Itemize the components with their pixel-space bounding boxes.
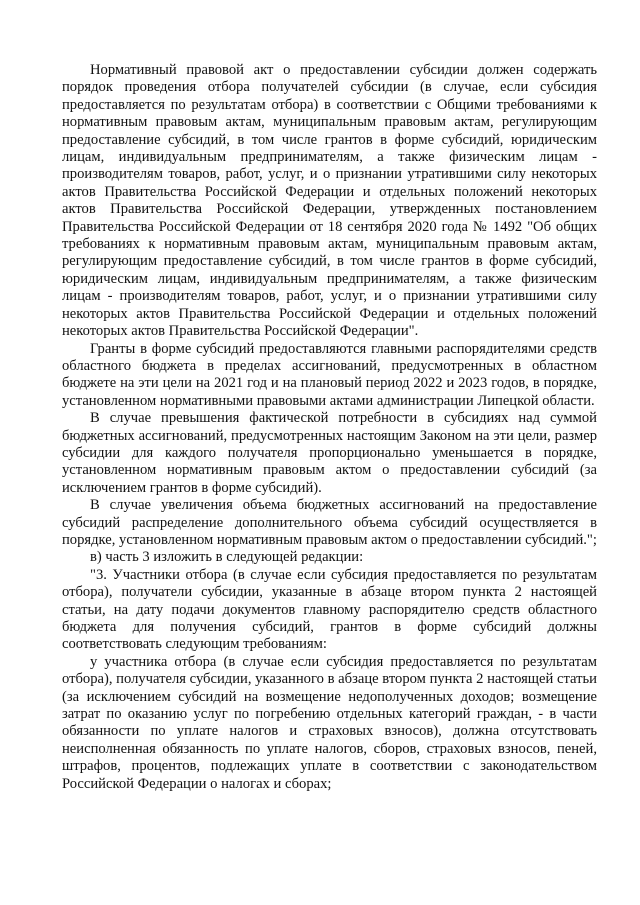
document-body xyxy=(62,62,597,793)
paragraph-amend-part-3: в) часть 3 изложить в следующей редакции: xyxy=(90,549,364,566)
paragraph-grants: Гранты в форме субсидий предоставляются главными распорядителями средств областного бюджета в пределах ассигнований, предусмотренных в областном бюджете на эти цели на 2021 год и на плановый период 2022 и 2023 годов, в порядке, установленном нормативными правовыми актами администрации Липецкой области. xyxy=(62,340,597,409)
paragraph-increase-allocations: В случае увеличения объема бюджетных ассигнований на предоставление субсидий распределение дополнительного объема субсидий осуществляется в порядке, установленном нормативным правовым актом о предоставлении субсидий."; xyxy=(62,497,597,548)
paragraph-part-3-participants: "3. Участники отбора (в случае если субсидия предоставляется по результатам отбора), получатели субсидии, указанные в абзаце втором пункта 2 настоящей статьи, на дату подачи документов главному распорядителю средств областного бюджета для получения субсидий, грантов в форме субсидий должны соответствовать следующим требованиям: xyxy=(62,566,597,653)
paragraph-subsidy-act-requirements: Нормативный правовой акт о предоставлении субсидии должен содержать порядок проведения отбора получателей субсидии (в случае, если субсидия предоставляется по результатам отбора) в соответствии с Общими требованиями к нормативным правовым актам, муниципальным правовым актам, регулирующим предоставление субсидий, в том числе грантов в форме субсидий, юридическим лицам, индивидуальным предпринимателям, а также физическим лицам - производителям товаров, работ, услуг, и о признании утратившими силу некоторых актов Правительства Российской Федерации и отдельных положений некоторых актов Правительства Российской Федерации, утвержденных постановлением Правительства Российской Федерации от 18 сентября 2020 года № 1492 "Об общих требованиях к нормативным правовым актам, муниципальным правовым актам, регулирующим предоставление субсидий, в том числе грантов в форме субсидий, юридическим лицам, индивидуальным предпринимателям, а также физическим лицам - производителям товаров, работ, услуг, и о признании утратившими силу некоторых актов Правительства Российской Федерации и отдельных положений некоторых актов Правительства Российской Федерации". xyxy=(62,62,597,340)
paragraph-no-tax-arrears: у участника отбора (в случае если субсидия предоставляется по результатам отбора), получателя субсидии, указанного в абзаце втором пункта 2 настоящей статьи (за исключением субсидий на возмещение недополученных доходов; возмещение затрат по оказанию услуг по погребению отдельных категорий граждан, - в части обязанности по уплате налогов и страховых взносов), должна отсутствовать неисполненная обязанность по уплате налогов, сборов, страховых взносов, пеней, штрафов, процентов, подлежащих уплате в соответствии с законодательством Российской Федерации о налогах и сборах; xyxy=(62,653,597,792)
paragraph-excess-demand: В случае превышения фактической потребности в субсидиях над суммой бюджетных ассигнований, предусмотренных настоящим Законом на эти цели, размер субсидии для каждого получателя пропорционально уменьшается в порядке, установленном нормативным правовым актом о предоставлении субсидий (за исключением грантов в форме субсидий). xyxy=(62,410,597,496)
